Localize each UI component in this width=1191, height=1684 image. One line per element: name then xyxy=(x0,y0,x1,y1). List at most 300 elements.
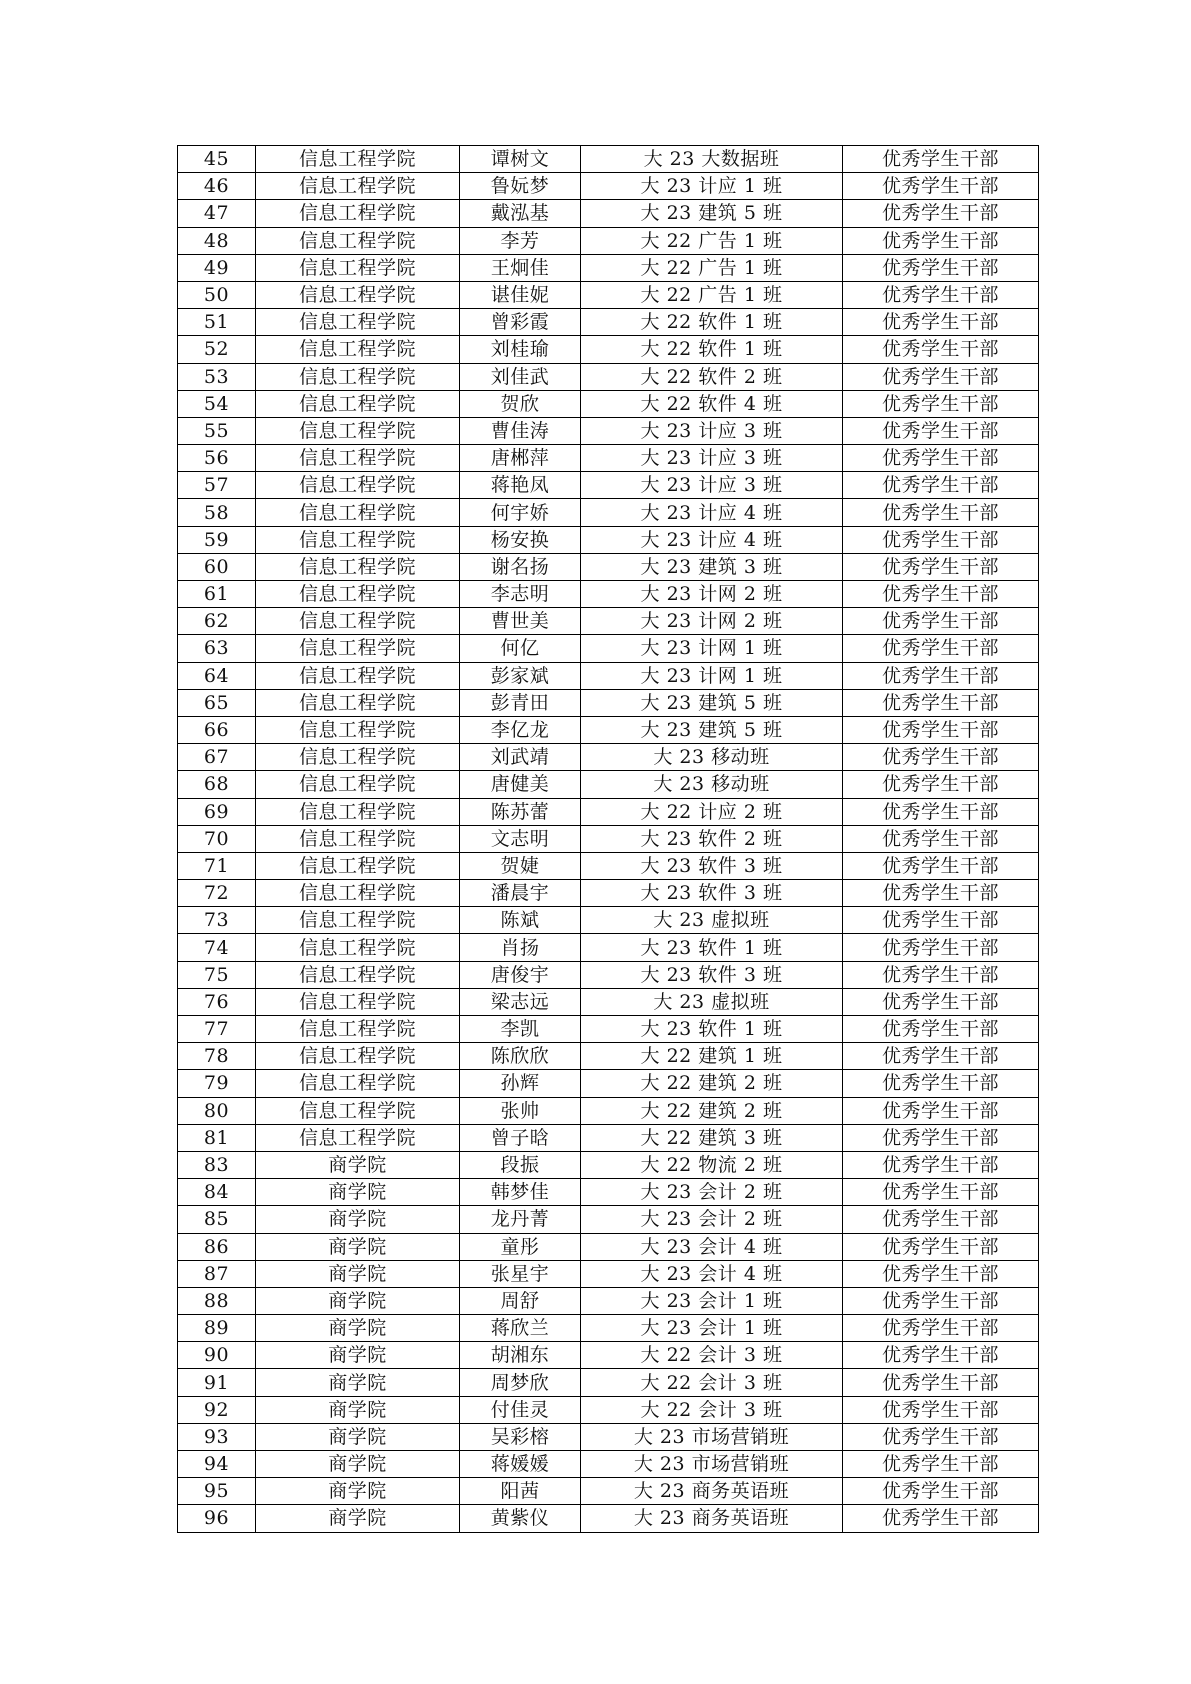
row-number-cell: 66 xyxy=(178,716,256,743)
student-name-cell: 戴泓基 xyxy=(460,200,581,227)
table-row xyxy=(178,472,1039,499)
class-name-cell: 大 22 物流 2 班 xyxy=(581,1151,843,1178)
table-row xyxy=(178,173,1039,200)
class-name-cell: 大 22 会计 3 班 xyxy=(581,1342,843,1369)
award-title-cell: 优秀学生干部 xyxy=(843,1369,1039,1396)
student-name-cell: 李凯 xyxy=(460,1016,581,1043)
student-name-cell: 刘桂瑜 xyxy=(460,336,581,363)
row-number-cell: 88 xyxy=(178,1287,256,1314)
class-name-cell: 大 23 会计 4 班 xyxy=(581,1260,843,1287)
row-number-cell: 93 xyxy=(178,1423,256,1450)
table-row xyxy=(178,1478,1039,1505)
class-name-cell: 大 23 建筑 5 班 xyxy=(581,689,843,716)
student-name-cell: 曹世美 xyxy=(460,608,581,635)
class-name-cell: 大 23 软件 3 班 xyxy=(581,852,843,879)
class-name-cell: 大 23 会计 1 班 xyxy=(581,1287,843,1314)
class-name-cell: 大 23 会计 4 班 xyxy=(581,1233,843,1260)
award-title-cell: 优秀学生干部 xyxy=(843,173,1039,200)
table-row xyxy=(178,1097,1039,1124)
class-name-cell: 大 23 建筑 3 班 xyxy=(581,553,843,580)
college-name-cell: 信息工程学院 xyxy=(256,363,460,390)
student-name-cell: 杨安换 xyxy=(460,526,581,553)
student-name-cell: 王炯佳 xyxy=(460,254,581,281)
college-name-cell: 信息工程学院 xyxy=(256,472,460,499)
award-title-cell: 优秀学生干部 xyxy=(843,988,1039,1015)
award-title-cell: 优秀学生干部 xyxy=(843,200,1039,227)
row-number-cell: 60 xyxy=(178,553,256,580)
row-number-cell: 76 xyxy=(178,988,256,1015)
table-row xyxy=(178,1423,1039,1450)
table-row xyxy=(178,146,1039,173)
college-name-cell: 商学院 xyxy=(256,1260,460,1287)
row-number-cell: 63 xyxy=(178,635,256,662)
row-number-cell: 85 xyxy=(178,1206,256,1233)
award-title-cell: 优秀学生干部 xyxy=(843,662,1039,689)
award-title-cell: 优秀学生干部 xyxy=(843,1097,1039,1124)
table-row xyxy=(178,798,1039,825)
table-row xyxy=(178,771,1039,798)
award-title-cell: 优秀学生干部 xyxy=(843,1206,1039,1233)
college-name-cell: 信息工程学院 xyxy=(256,988,460,1015)
table-row xyxy=(178,200,1039,227)
row-number-cell: 75 xyxy=(178,961,256,988)
class-name-cell: 大 23 计应 1 班 xyxy=(581,173,843,200)
award-title-cell: 优秀学生干部 xyxy=(843,1260,1039,1287)
student-name-cell: 吴彩榕 xyxy=(460,1423,581,1450)
student-name-cell: 蒋艳凤 xyxy=(460,472,581,499)
class-name-cell: 大 23 计应 4 班 xyxy=(581,526,843,553)
row-number-cell: 47 xyxy=(178,200,256,227)
student-name-cell: 周舒 xyxy=(460,1287,581,1314)
class-name-cell: 大 23 商务英语班 xyxy=(581,1478,843,1505)
table-row xyxy=(178,1179,1039,1206)
class-name-cell: 大 23 计应 3 班 xyxy=(581,417,843,444)
college-name-cell: 商学院 xyxy=(256,1423,460,1450)
college-name-cell: 信息工程学院 xyxy=(256,173,460,200)
class-name-cell: 大 23 计网 2 班 xyxy=(581,581,843,608)
table-row xyxy=(178,716,1039,743)
table-row xyxy=(178,499,1039,526)
award-title-cell: 优秀学生干部 xyxy=(843,1124,1039,1151)
college-name-cell: 信息工程学院 xyxy=(256,445,460,472)
row-number-cell: 46 xyxy=(178,173,256,200)
college-name-cell: 信息工程学院 xyxy=(256,200,460,227)
row-number-cell: 45 xyxy=(178,146,256,173)
class-name-cell: 大 22 广告 1 班 xyxy=(581,281,843,308)
student-name-cell: 曾彩霞 xyxy=(460,309,581,336)
student-name-cell: 何亿 xyxy=(460,635,581,662)
award-title-cell: 优秀学生干部 xyxy=(843,1179,1039,1206)
row-number-cell: 51 xyxy=(178,309,256,336)
table-row xyxy=(178,961,1039,988)
row-number-cell: 92 xyxy=(178,1396,256,1423)
student-name-cell: 黄紫仪 xyxy=(460,1505,581,1532)
award-title-cell: 优秀学生干部 xyxy=(843,499,1039,526)
student-name-cell: 陈欣欣 xyxy=(460,1043,581,1070)
student-name-cell: 胡湘东 xyxy=(460,1342,581,1369)
row-number-cell: 57 xyxy=(178,472,256,499)
table-row xyxy=(178,1206,1039,1233)
row-number-cell: 87 xyxy=(178,1260,256,1287)
award-title-cell: 优秀学生干部 xyxy=(843,1505,1039,1532)
student-name-cell: 文志明 xyxy=(460,825,581,852)
table-row xyxy=(178,852,1039,879)
college-name-cell: 信息工程学院 xyxy=(256,499,460,526)
row-number-cell: 74 xyxy=(178,934,256,961)
award-title-cell: 优秀学生干部 xyxy=(843,825,1039,852)
award-title-cell: 优秀学生干部 xyxy=(843,798,1039,825)
table-row xyxy=(178,934,1039,961)
class-name-cell: 大 23 软件 2 班 xyxy=(581,825,843,852)
row-number-cell: 89 xyxy=(178,1315,256,1342)
award-title-cell: 优秀学生干部 xyxy=(843,281,1039,308)
table-row xyxy=(178,880,1039,907)
class-name-cell: 大 22 软件 1 班 xyxy=(581,336,843,363)
award-title-cell: 优秀学生干部 xyxy=(843,1478,1039,1505)
award-title-cell: 优秀学生干部 xyxy=(843,1451,1039,1478)
student-name-cell: 付佳灵 xyxy=(460,1396,581,1423)
table-row xyxy=(178,1342,1039,1369)
table-row xyxy=(178,662,1039,689)
table-row xyxy=(178,553,1039,580)
award-title-cell: 优秀学生干部 xyxy=(843,390,1039,417)
row-number-cell: 49 xyxy=(178,254,256,281)
college-name-cell: 信息工程学院 xyxy=(256,1124,460,1151)
award-title-cell: 优秀学生干部 xyxy=(843,771,1039,798)
award-title-cell: 优秀学生干部 xyxy=(843,336,1039,363)
college-name-cell: 信息工程学院 xyxy=(256,227,460,254)
college-name-cell: 商学院 xyxy=(256,1451,460,1478)
student-name-cell: 李亿龙 xyxy=(460,716,581,743)
class-name-cell: 大 23 移动班 xyxy=(581,744,843,771)
class-name-cell: 大 23 计网 1 班 xyxy=(581,635,843,662)
student-name-cell: 唐郴萍 xyxy=(460,445,581,472)
row-number-cell: 52 xyxy=(178,336,256,363)
table-row xyxy=(178,1016,1039,1043)
class-name-cell: 大 22 会计 3 班 xyxy=(581,1369,843,1396)
row-number-cell: 83 xyxy=(178,1151,256,1178)
student-name-cell: 贺欣 xyxy=(460,390,581,417)
award-roster-table xyxy=(177,145,1039,1533)
class-name-cell: 大 23 计应 4 班 xyxy=(581,499,843,526)
student-name-cell: 彭青田 xyxy=(460,689,581,716)
table-row xyxy=(178,363,1039,390)
row-number-cell: 72 xyxy=(178,880,256,907)
college-name-cell: 信息工程学院 xyxy=(256,581,460,608)
student-name-cell: 谭树文 xyxy=(460,146,581,173)
student-name-cell: 肖扬 xyxy=(460,934,581,961)
college-name-cell: 信息工程学院 xyxy=(256,934,460,961)
student-name-cell: 曹佳涛 xyxy=(460,417,581,444)
college-name-cell: 信息工程学院 xyxy=(256,1070,460,1097)
class-name-cell: 大 23 计应 3 班 xyxy=(581,445,843,472)
student-name-cell: 鲁妧梦 xyxy=(460,173,581,200)
row-number-cell: 62 xyxy=(178,608,256,635)
table-row xyxy=(178,689,1039,716)
student-name-cell: 曾子晗 xyxy=(460,1124,581,1151)
table-row xyxy=(178,1287,1039,1314)
award-title-cell: 优秀学生干部 xyxy=(843,472,1039,499)
row-number-cell: 71 xyxy=(178,852,256,879)
student-name-cell: 陈苏蕾 xyxy=(460,798,581,825)
college-name-cell: 信息工程学院 xyxy=(256,716,460,743)
college-name-cell: 信息工程学院 xyxy=(256,961,460,988)
student-name-cell: 陈斌 xyxy=(460,907,581,934)
award-title-cell: 优秀学生干部 xyxy=(843,1233,1039,1260)
class-name-cell: 大 23 虚拟班 xyxy=(581,907,843,934)
row-number-cell: 95 xyxy=(178,1478,256,1505)
college-name-cell: 商学院 xyxy=(256,1478,460,1505)
award-title-cell: 优秀学生干部 xyxy=(843,852,1039,879)
table-row xyxy=(178,336,1039,363)
row-number-cell: 81 xyxy=(178,1124,256,1151)
class-name-cell: 大 23 计网 2 班 xyxy=(581,608,843,635)
student-name-cell: 谢名扬 xyxy=(460,553,581,580)
award-title-cell: 优秀学生干部 xyxy=(843,417,1039,444)
class-name-cell: 大 23 会计 1 班 xyxy=(581,1315,843,1342)
table-row xyxy=(178,608,1039,635)
student-name-cell: 贺婕 xyxy=(460,852,581,879)
award-title-cell: 优秀学生干部 xyxy=(843,907,1039,934)
student-name-cell: 张帅 xyxy=(460,1097,581,1124)
class-name-cell: 大 22 会计 3 班 xyxy=(581,1396,843,1423)
college-name-cell: 信息工程学院 xyxy=(256,417,460,444)
class-name-cell: 大 23 软件 1 班 xyxy=(581,1016,843,1043)
award-title-cell: 优秀学生干部 xyxy=(843,526,1039,553)
student-name-cell: 龙丹菁 xyxy=(460,1206,581,1233)
award-title-cell: 优秀学生干部 xyxy=(843,146,1039,173)
student-name-cell: 蒋欣兰 xyxy=(460,1315,581,1342)
row-number-cell: 58 xyxy=(178,499,256,526)
college-name-cell: 商学院 xyxy=(256,1233,460,1260)
row-number-cell: 78 xyxy=(178,1043,256,1070)
award-title-cell: 优秀学生干部 xyxy=(843,961,1039,988)
table-row xyxy=(178,581,1039,608)
class-name-cell: 大 23 虚拟班 xyxy=(581,988,843,1015)
award-title-cell: 优秀学生干部 xyxy=(843,716,1039,743)
class-name-cell: 大 22 建筑 1 班 xyxy=(581,1043,843,1070)
student-name-cell: 周梦欣 xyxy=(460,1369,581,1396)
student-name-cell: 彭家斌 xyxy=(460,662,581,689)
award-title-cell: 优秀学生干部 xyxy=(843,880,1039,907)
college-name-cell: 信息工程学院 xyxy=(256,281,460,308)
college-name-cell: 商学院 xyxy=(256,1179,460,1206)
roster-table-body xyxy=(178,146,1039,1533)
row-number-cell: 80 xyxy=(178,1097,256,1124)
college-name-cell: 信息工程学院 xyxy=(256,608,460,635)
college-name-cell: 信息工程学院 xyxy=(256,553,460,580)
class-name-cell: 大 23 建筑 5 班 xyxy=(581,200,843,227)
college-name-cell: 信息工程学院 xyxy=(256,1097,460,1124)
award-title-cell: 优秀学生干部 xyxy=(843,581,1039,608)
table-row xyxy=(178,1396,1039,1423)
class-name-cell: 大 22 软件 1 班 xyxy=(581,309,843,336)
award-title-cell: 优秀学生干部 xyxy=(843,553,1039,580)
college-name-cell: 商学院 xyxy=(256,1206,460,1233)
table-row xyxy=(178,1233,1039,1260)
row-number-cell: 65 xyxy=(178,689,256,716)
row-number-cell: 86 xyxy=(178,1233,256,1260)
student-name-cell: 张星宇 xyxy=(460,1260,581,1287)
student-name-cell: 唐健美 xyxy=(460,771,581,798)
college-name-cell: 商学院 xyxy=(256,1396,460,1423)
class-name-cell: 大 23 软件 3 班 xyxy=(581,961,843,988)
student-name-cell: 唐俊宇 xyxy=(460,961,581,988)
table-row xyxy=(178,309,1039,336)
table-row xyxy=(178,1151,1039,1178)
table-row xyxy=(178,1369,1039,1396)
college-name-cell: 商学院 xyxy=(256,1287,460,1314)
college-name-cell: 信息工程学院 xyxy=(256,907,460,934)
college-name-cell: 信息工程学院 xyxy=(256,852,460,879)
college-name-cell: 信息工程学院 xyxy=(256,635,460,662)
class-name-cell: 大 23 市场营销班 xyxy=(581,1451,843,1478)
award-title-cell: 优秀学生干部 xyxy=(843,1016,1039,1043)
table-row xyxy=(178,907,1039,934)
row-number-cell: 70 xyxy=(178,825,256,852)
student-name-cell: 刘佳武 xyxy=(460,363,581,390)
award-title-cell: 优秀学生干部 xyxy=(843,309,1039,336)
college-name-cell: 商学院 xyxy=(256,1342,460,1369)
class-name-cell: 大 23 计网 1 班 xyxy=(581,662,843,689)
student-name-cell: 韩梦佳 xyxy=(460,1179,581,1206)
award-title-cell: 优秀学生干部 xyxy=(843,227,1039,254)
student-name-cell: 阳茜 xyxy=(460,1478,581,1505)
award-title-cell: 优秀学生干部 xyxy=(843,635,1039,662)
row-number-cell: 94 xyxy=(178,1451,256,1478)
class-name-cell: 大 22 软件 2 班 xyxy=(581,363,843,390)
class-name-cell: 大 22 建筑 2 班 xyxy=(581,1070,843,1097)
class-name-cell: 大 23 会计 2 班 xyxy=(581,1206,843,1233)
table-row xyxy=(178,227,1039,254)
table-row xyxy=(178,1451,1039,1478)
table-row xyxy=(178,1315,1039,1342)
award-title-cell: 优秀学生干部 xyxy=(843,1287,1039,1314)
college-name-cell: 商学院 xyxy=(256,1315,460,1342)
award-title-cell: 优秀学生干部 xyxy=(843,608,1039,635)
college-name-cell: 信息工程学院 xyxy=(256,309,460,336)
award-title-cell: 优秀学生干部 xyxy=(843,1396,1039,1423)
college-name-cell: 信息工程学院 xyxy=(256,880,460,907)
table-row xyxy=(178,254,1039,281)
class-name-cell: 大 23 会计 2 班 xyxy=(581,1179,843,1206)
college-name-cell: 信息工程学院 xyxy=(256,798,460,825)
table-row xyxy=(178,281,1039,308)
college-name-cell: 商学院 xyxy=(256,1151,460,1178)
class-name-cell: 大 23 软件 1 班 xyxy=(581,934,843,961)
student-name-cell: 刘武靖 xyxy=(460,744,581,771)
row-number-cell: 59 xyxy=(178,526,256,553)
award-title-cell: 优秀学生干部 xyxy=(843,254,1039,281)
table-row xyxy=(178,1043,1039,1070)
student-name-cell: 李志明 xyxy=(460,581,581,608)
class-name-cell: 大 22 广告 1 班 xyxy=(581,227,843,254)
row-number-cell: 64 xyxy=(178,662,256,689)
class-name-cell: 大 23 商务英语班 xyxy=(581,1505,843,1532)
student-name-cell: 谌佳妮 xyxy=(460,281,581,308)
student-name-cell: 李芳 xyxy=(460,227,581,254)
college-name-cell: 商学院 xyxy=(256,1505,460,1532)
table-row xyxy=(178,445,1039,472)
award-title-cell: 优秀学生干部 xyxy=(843,744,1039,771)
class-name-cell: 大 22 建筑 3 班 xyxy=(581,1124,843,1151)
award-title-cell: 优秀学生干部 xyxy=(843,445,1039,472)
row-number-cell: 67 xyxy=(178,744,256,771)
award-title-cell: 优秀学生干部 xyxy=(843,1070,1039,1097)
award-title-cell: 优秀学生干部 xyxy=(843,1342,1039,1369)
table-row xyxy=(178,825,1039,852)
student-name-cell: 童彤 xyxy=(460,1233,581,1260)
row-number-cell: 53 xyxy=(178,363,256,390)
college-name-cell: 信息工程学院 xyxy=(256,390,460,417)
table-row xyxy=(178,635,1039,662)
class-name-cell: 大 23 建筑 5 班 xyxy=(581,716,843,743)
class-name-cell: 大 23 移动班 xyxy=(581,771,843,798)
award-title-cell: 优秀学生干部 xyxy=(843,689,1039,716)
class-name-cell: 大 23 计应 3 班 xyxy=(581,472,843,499)
table-row xyxy=(178,390,1039,417)
table-row xyxy=(178,744,1039,771)
table-row xyxy=(178,1505,1039,1532)
table-row xyxy=(178,1124,1039,1151)
class-name-cell: 大 22 广告 1 班 xyxy=(581,254,843,281)
class-name-cell: 大 23 市场营销班 xyxy=(581,1423,843,1450)
row-number-cell: 77 xyxy=(178,1016,256,1043)
student-name-cell: 何宇娇 xyxy=(460,499,581,526)
college-name-cell: 信息工程学院 xyxy=(256,771,460,798)
college-name-cell: 信息工程学院 xyxy=(256,254,460,281)
row-number-cell: 73 xyxy=(178,907,256,934)
table-row xyxy=(178,988,1039,1015)
table-row xyxy=(178,1070,1039,1097)
award-title-cell: 优秀学生干部 xyxy=(843,1423,1039,1450)
class-name-cell: 大 22 计应 2 班 xyxy=(581,798,843,825)
college-name-cell: 信息工程学院 xyxy=(256,744,460,771)
student-name-cell: 孙辉 xyxy=(460,1070,581,1097)
table-row xyxy=(178,526,1039,553)
award-title-cell: 优秀学生干部 xyxy=(843,1315,1039,1342)
college-name-cell: 信息工程学院 xyxy=(256,336,460,363)
row-number-cell: 79 xyxy=(178,1070,256,1097)
college-name-cell: 信息工程学院 xyxy=(256,526,460,553)
row-number-cell: 68 xyxy=(178,771,256,798)
college-name-cell: 信息工程学院 xyxy=(256,1016,460,1043)
student-name-cell: 段振 xyxy=(460,1151,581,1178)
row-number-cell: 91 xyxy=(178,1369,256,1396)
class-name-cell: 大 23 大数据班 xyxy=(581,146,843,173)
row-number-cell: 61 xyxy=(178,581,256,608)
college-name-cell: 商学院 xyxy=(256,1369,460,1396)
class-name-cell: 大 22 软件 4 班 xyxy=(581,390,843,417)
row-number-cell: 55 xyxy=(178,417,256,444)
college-name-cell: 信息工程学院 xyxy=(256,662,460,689)
student-name-cell: 梁志远 xyxy=(460,988,581,1015)
student-name-cell: 蒋媛媛 xyxy=(460,1451,581,1478)
class-name-cell: 大 22 建筑 2 班 xyxy=(581,1097,843,1124)
college-name-cell: 信息工程学院 xyxy=(256,146,460,173)
award-title-cell: 优秀学生干部 xyxy=(843,363,1039,390)
row-number-cell: 48 xyxy=(178,227,256,254)
table-row xyxy=(178,417,1039,444)
class-name-cell: 大 23 软件 3 班 xyxy=(581,880,843,907)
college-name-cell: 信息工程学院 xyxy=(256,825,460,852)
row-number-cell: 69 xyxy=(178,798,256,825)
award-title-cell: 优秀学生干部 xyxy=(843,934,1039,961)
row-number-cell: 50 xyxy=(178,281,256,308)
row-number-cell: 56 xyxy=(178,445,256,472)
row-number-cell: 90 xyxy=(178,1342,256,1369)
college-name-cell: 信息工程学院 xyxy=(256,689,460,716)
